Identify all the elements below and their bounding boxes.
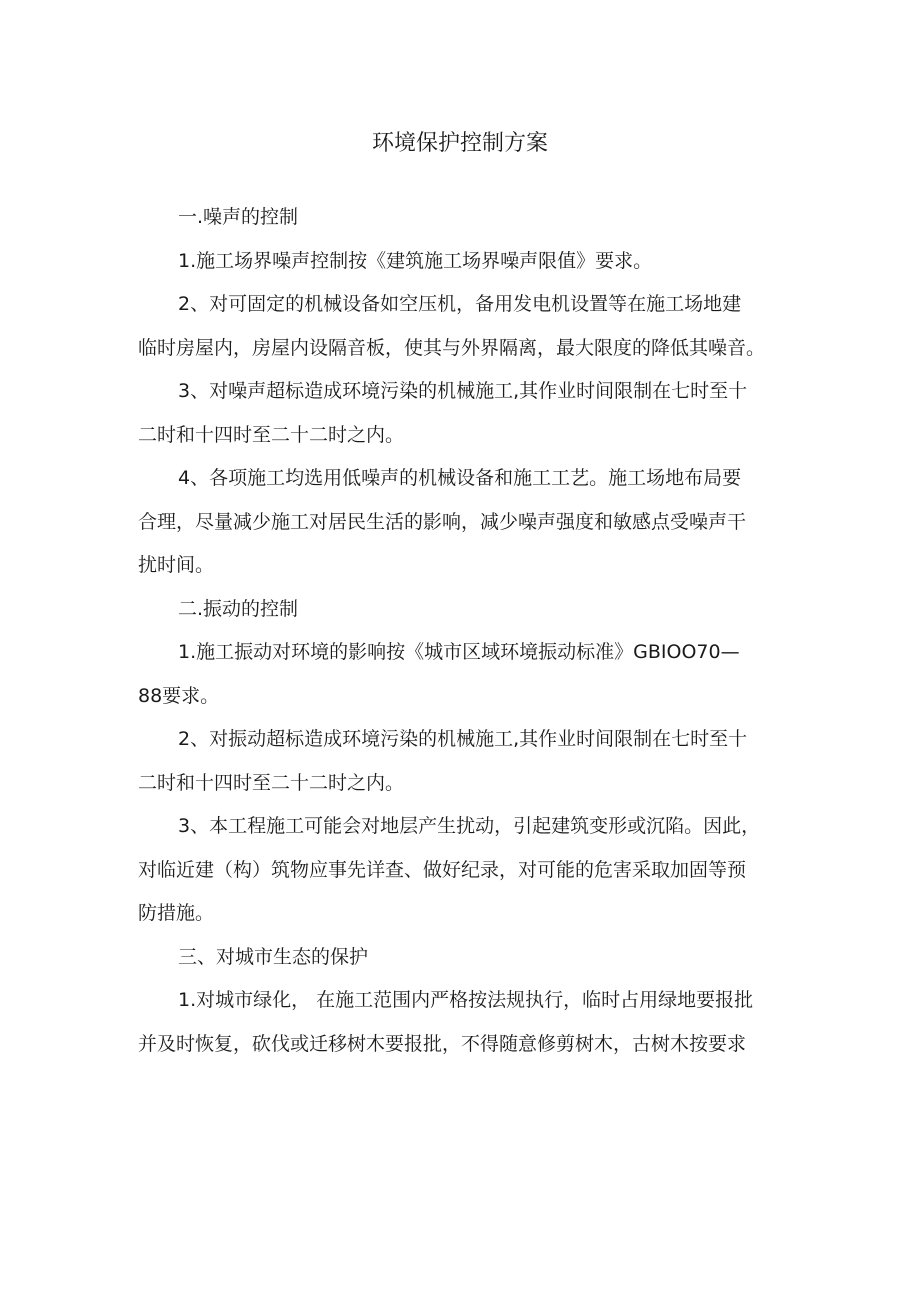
page-title: 环境保护控制方案 <box>371 131 548 156</box>
text-line: 临时房屋内，房屋内设隔音板，使其与外界隔离，最大限度的降低其噪音。 <box>138 336 766 359</box>
paragraph <box>138 979 786 1066</box>
paragraph <box>138 370 786 457</box>
paragraph <box>138 718 786 805</box>
text-line: 2、对可固定的机械设备如空压机，备用发电机设置等在施工场地建 <box>178 293 742 315</box>
paragraph <box>138 283 786 370</box>
text-line: 一.噪声的控制 <box>178 206 299 228</box>
section-heading-vibration <box>138 588 786 632</box>
text-line: 1.施工振动对环境的影响按《城市区域环境振动标准》GBIOO70— <box>178 641 740 663</box>
text-line: 3、对噪声超标造成环境污染的机械施工,其作业时间限制在七时至十 <box>178 380 748 402</box>
text-line: 二.振动的控制 <box>178 597 299 620</box>
section-heading-noise <box>138 196 786 240</box>
text-line: 二时和十四时至二十二时之内。 <box>138 423 405 446</box>
paragraph <box>138 805 786 936</box>
section-heading-ecology <box>138 936 786 980</box>
text-line: 3、本工程施工可能会对地层产生扰动，引起建筑变形或沉陷。因此， <box>178 815 761 837</box>
text-line: 二时和十四时至二十二时之内。 <box>138 771 405 794</box>
text-line: 88要求。 <box>138 684 220 707</box>
paragraph <box>138 631 786 718</box>
paragraph <box>138 240 786 284</box>
text-line: 2、对振动超标造成环境污染的机械施工,其作业时间限制在七时至十 <box>178 728 748 750</box>
text-line: 对临近建（构）筑物应事先详查、做好纪录，对可能的危害采取加固等预 <box>138 858 747 881</box>
text-line: 并及时恢复，砍伐或迁移树木要报批，不得随意修剪树木，古树木按要求 <box>138 1032 747 1055</box>
text-line: 1.施工场界噪声控制按《建筑施工场界噪声限值》要求。 <box>178 249 653 272</box>
text-line: 1.对城市绿化， 在施工范围内严格按法规执行，临时占用绿地要报批 <box>178 989 754 1011</box>
paragraph <box>138 457 786 588</box>
document-body <box>138 196 786 1066</box>
text-line: 三、对城市生态的保护 <box>178 945 369 968</box>
text-line: 4、各项施工均选用低噪声的机械设备和施工工艺。施工场地布局要 <box>178 467 742 489</box>
text-line: 防措施。 <box>138 902 215 924</box>
text-line: 合理，尽量减少施工对居民生活的影响，减少噪声强度和敏感点受噪声干 <box>138 510 747 533</box>
text-line: 扰时间。 <box>138 554 215 576</box>
